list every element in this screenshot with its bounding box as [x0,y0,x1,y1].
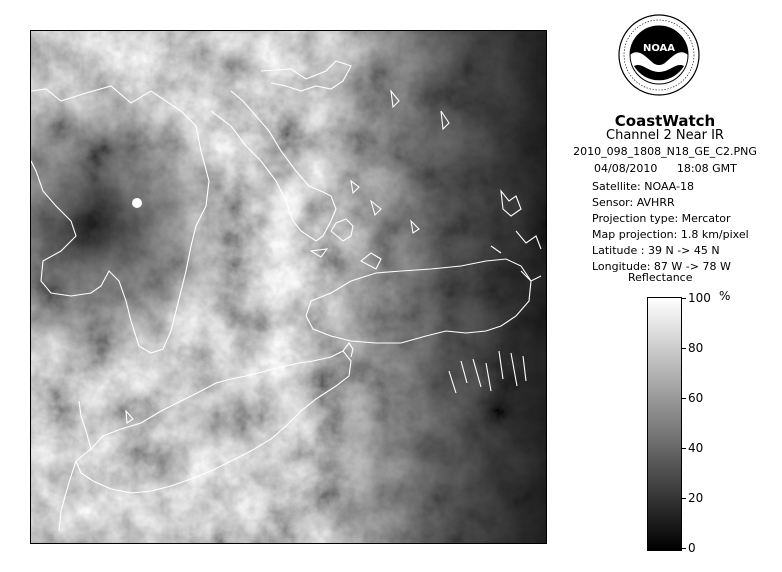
colorbar-tick [681,398,686,399]
colorbar-tick-label: 0 [688,541,696,555]
title: CoastWatch [614,112,716,130]
satellite-map [31,31,546,543]
latitude-info: Latitude : 39 N -> 45 N [592,244,720,257]
longitude-info: Longitude: 87 W -> 78 W [592,260,731,273]
map-projection-info: Map projection: 1.8 km/pixel [592,228,749,241]
date-label: 04/08/2010 [594,162,658,175]
filename-label: 2010_098_1808_N18_GE_C2.PNG [573,145,757,158]
reflectance-colorbar [647,297,682,551]
projection-type-info: Projection type: Mercator [592,212,731,225]
time-label: 18:08 GMT [676,162,737,175]
satellite-info: Satellite: NOAA-18 [592,180,695,193]
legend-unit: % [719,289,731,303]
satellite-image [30,30,547,544]
date-row [594,162,737,175]
colorbar-tick [681,298,686,299]
colorbar-tick-label: 40 [688,441,704,455]
colorbar-tick-label: 80 [688,341,704,355]
noaa-logo [618,14,700,96]
logo-text: NOAA [642,43,676,54]
channel-label: Channel 2 Near IR [606,128,724,143]
sensor-info: Sensor: AVHRR [592,196,675,209]
lake-michigan-shading [31,31,546,543]
colorbar-tick-label: 60 [688,391,704,405]
colorbar-tick-label: 20 [688,491,704,505]
colorbar-tick [681,498,686,499]
colorbar-tick-label: 100 [688,291,711,305]
legend-title: Reflectance [628,271,693,284]
colorbar-tick [681,548,686,549]
colorbar-tick [681,448,686,449]
colorbar-tick [681,348,686,349]
bright-spot [132,198,142,208]
